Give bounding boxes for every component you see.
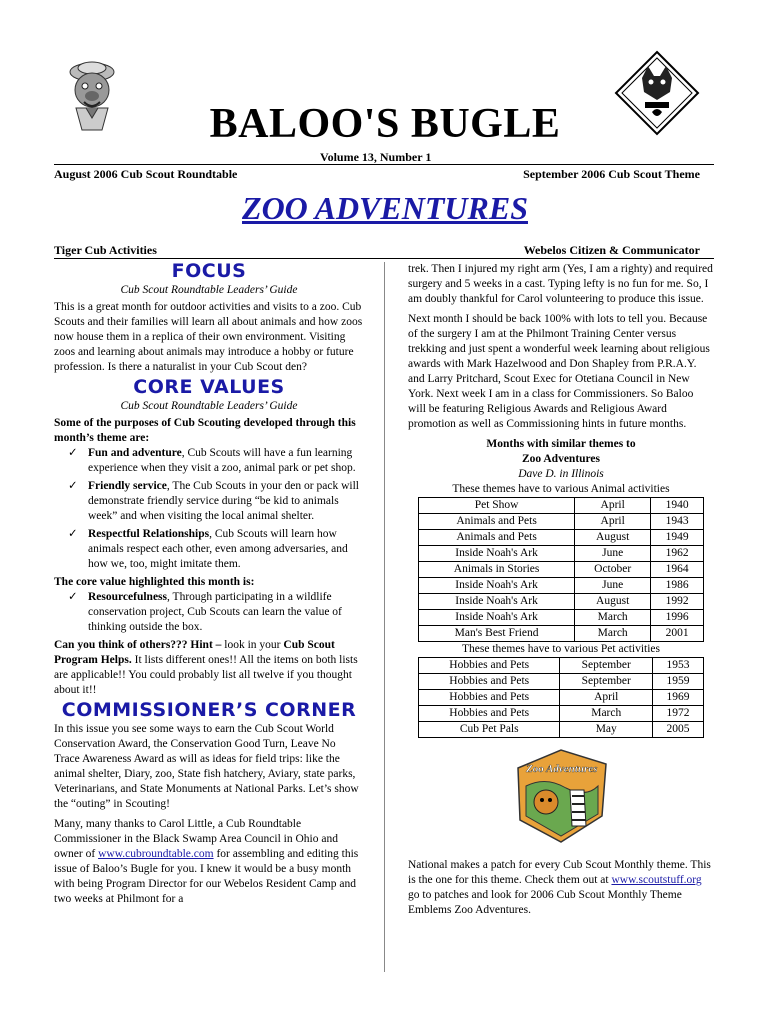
commissioner-heading: COMMISSIONER’S CORNER (61, 699, 357, 721)
cell-theme: Hobbies and Pets (419, 706, 560, 722)
column-divider (384, 262, 385, 972)
cell-month: April (575, 498, 651, 514)
core-values-byline: Cub Scout Roundtable Leaders’ Guide (120, 400, 298, 412)
commissioner-p1: In this issue you see some ways to earn the Cub Scout World Conservation Award, the Conservation Good Turn, Leave No Trace Awareness Award as will as ideas for field trips: like the animal shelter, Diary, zoo, State fish hatchery, Aviary, state parks, Veterinarians, and State Monuments at National Parks. Let’s show the “outing” in Scouting! (54, 723, 359, 810)
section-left-label: Tiger Cub Activities (54, 243, 157, 257)
cell-year: 1959 (653, 674, 704, 690)
cell-year: 1972 (653, 706, 704, 722)
scoutstuff-link[interactable]: www.scoutstuff.org (611, 874, 702, 886)
cell-month: October (575, 562, 651, 578)
table-row (419, 674, 704, 690)
cell-month: August (575, 594, 651, 610)
cell-theme: Inside Noah's Ark (419, 610, 575, 626)
cell-year: 1992 (651, 594, 704, 610)
months-title-2: Zoo Adventures (521, 453, 601, 465)
cell-theme: Inside Noah's Ark (419, 546, 575, 562)
animal-themes-table (418, 482, 704, 642)
table-row (419, 578, 704, 594)
table-row (419, 498, 704, 514)
cell-year: 1969 (653, 690, 704, 706)
right-p1: trek. Then I injured my right arm (Yes, I am a righty) and required surgery and 5 weeks in a cast. Typing lefty is no fun for me. So, I am doubly thankful for Carol volunteering to produce this issue. (408, 263, 713, 305)
cell-theme: Animals and Pets (419, 530, 575, 546)
right-column (408, 262, 714, 923)
list-item (54, 590, 364, 635)
item-title: Resourcefulness (88, 591, 168, 603)
table-row (419, 722, 704, 738)
cell-theme: Animals and Pets (419, 514, 575, 530)
cell-month: April (575, 514, 651, 530)
highlight-intro: The core value highlighted this month is: (54, 576, 255, 588)
baloo-bear-logo (58, 56, 128, 136)
cell-year: 1940 (651, 498, 704, 514)
table-row (419, 514, 704, 530)
cell-theme: Cub Pet Pals (419, 722, 560, 738)
core-values-closing: Can you think of others??? Hint – look in your Cub Scout Program Helps. It lists different ones!! All the items on both lists are applicable!! You could probably list all twelve if you thought about it!! (54, 639, 358, 696)
volume-number: Volume 13, Number 1 (320, 150, 432, 164)
cell-theme: Hobbies and Pets (419, 690, 560, 706)
table-row (419, 562, 704, 578)
table-row (419, 706, 704, 722)
zoo-adventures-patch (506, 746, 616, 846)
months-byline: Dave D. in Illinois (518, 468, 604, 480)
table-row (419, 626, 704, 642)
cell-year: 1949 (651, 530, 704, 546)
cell-year: 1953 (653, 658, 704, 674)
cell-month: April (560, 690, 653, 706)
cell-year: 2001 (651, 626, 704, 642)
list-item (54, 527, 364, 572)
section-rule (54, 258, 714, 259)
list-item (54, 446, 364, 476)
table-row (419, 530, 704, 546)
list-item (54, 479, 364, 524)
cell-year: 1996 (651, 610, 704, 626)
highlight-list (54, 590, 364, 635)
patch-text: Zoo Adventures (526, 763, 598, 775)
animal-caption: These themes have to various Animal activities (452, 483, 670, 495)
cell-month: March (575, 610, 651, 626)
cell-theme: Inside Noah's Ark (419, 594, 575, 610)
check-icon: ✓ (68, 528, 78, 540)
table-row (419, 594, 704, 610)
table-row (419, 546, 704, 562)
cell-month: September (560, 674, 653, 690)
table-row (419, 690, 704, 706)
cell-month: September (560, 658, 653, 674)
roundtable-month: August 2006 Cub Scout Roundtable (54, 167, 238, 181)
section-right-label: Webelos Citizen & Communicator (523, 243, 700, 257)
theme-month: September 2006 Cub Scout Theme (523, 167, 700, 181)
item-text: , Through participating in a wildlife conservation project, Cub Scouts can learn the value of thinking outside the box. (88, 591, 342, 633)
newsletter-title: BALOO'S BUGLE (209, 101, 561, 147)
cell-theme: Man's Best Friend (419, 626, 575, 642)
focus-body: This is a great month for outdoor activities and visits to a zoo. Cub Scouts and their families will learn all about animals and how zoos now house them in a replica of their own environment. Visiting zoos and learning about animals may introduce a hobby or future profession. Is there a naturalist in your Cub Scout den? (54, 301, 363, 373)
item-text: , Cub Scouts will learn how animals respect each other, even among adversaries, and how we, too, might imitate them. (88, 528, 348, 570)
core-values-intro: Some of the purposes of Cub Scouting developed through this month’s theme are: (54, 417, 356, 444)
item-title: Fun and adventure (88, 447, 182, 459)
cell-month: May (560, 722, 653, 738)
focus-heading: FOCUS (171, 260, 247, 282)
left-column (54, 262, 364, 912)
focus-byline: Cub Scout Roundtable Leaders’ Guide (120, 284, 298, 296)
pet-themes-table (418, 642, 704, 738)
cell-month: March (575, 626, 651, 642)
item-text: , Cub Scouts will have a fun learning experience when they visit a zoo, animal park or pet shop. (88, 447, 356, 474)
cell-theme: Hobbies and Pets (419, 674, 560, 690)
cell-month: August (575, 530, 651, 546)
cell-theme: Hobbies and Pets (419, 658, 560, 674)
core-values-heading: CORE VALUES (133, 376, 285, 398)
right-p2: Next month I should be back 100% with lots to tell you. Because of the surgery I am at the Philmont Training Center versus trekking and just spent a wonderful week learning about religious awards with Mark Hazelwood and Don Shapley from P.R.A.Y. and Larry Pritchard, Scout Exec for Otetiana Council in New York. Next week I am in a class for Commissioners. So Baloo will be featuring Religious Awards and Religious Award promotion as well as Commissioning hints in future months. (408, 313, 710, 430)
commissioner-p2: Many, many thanks to Carol Little, a Cub Roundtable Commissioner in the Black Swamp Area Council in Ohio and owner of www.cubroundtable.com for assembling and editing this issue of Baloo’s Bugle for you. I knew it would be a busy month with being Program Director for our Webelos Resident Camp and two weeks at Philmont for a (54, 818, 359, 905)
check-icon: ✓ (68, 480, 78, 492)
pet-caption: These themes have to various Pet activities (462, 643, 660, 655)
check-icon: ✓ (68, 591, 78, 603)
cell-theme: Pet Show (419, 498, 575, 514)
cell-month: June (575, 578, 651, 594)
masthead-rule (54, 164, 714, 165)
cell-theme: Inside Noah's Ark (419, 578, 575, 594)
item-title: Respectful Relationships (88, 528, 210, 540)
cubroundtable-link[interactable]: www.cubroundtable.com (98, 848, 214, 860)
cell-month: June (575, 546, 651, 562)
cell-theme: Animals in Stories (419, 562, 575, 578)
check-icon: ✓ (68, 447, 78, 459)
theme-title: ZOO ADVENTURES (242, 190, 528, 226)
cell-year: 1986 (651, 578, 704, 594)
table-row (419, 610, 704, 626)
patch-note: National makes a patch for every Cub Scout Monthly theme. This is the one for this theme. Check them out at www.scoutstuff.org go to patches and look for 2006 Cub Scout Monthly Theme Emblems Zoo Adventures. (408, 859, 711, 916)
cell-year: 1964 (651, 562, 704, 578)
item-text: , The Cub Scouts in your den or pack will demonstrate friendly service during “be kid to animals week” and when visiting the local animal shelter. (88, 480, 359, 522)
table-row (419, 658, 704, 674)
cell-year: 1943 (651, 514, 704, 530)
core-values-list (54, 446, 364, 572)
cell-year: 2005 (653, 722, 704, 738)
cell-month: March (560, 706, 653, 722)
months-title-1: Months with similar themes to (486, 438, 636, 450)
cell-year: 1962 (651, 546, 704, 562)
item-title: Friendly service (88, 480, 167, 492)
